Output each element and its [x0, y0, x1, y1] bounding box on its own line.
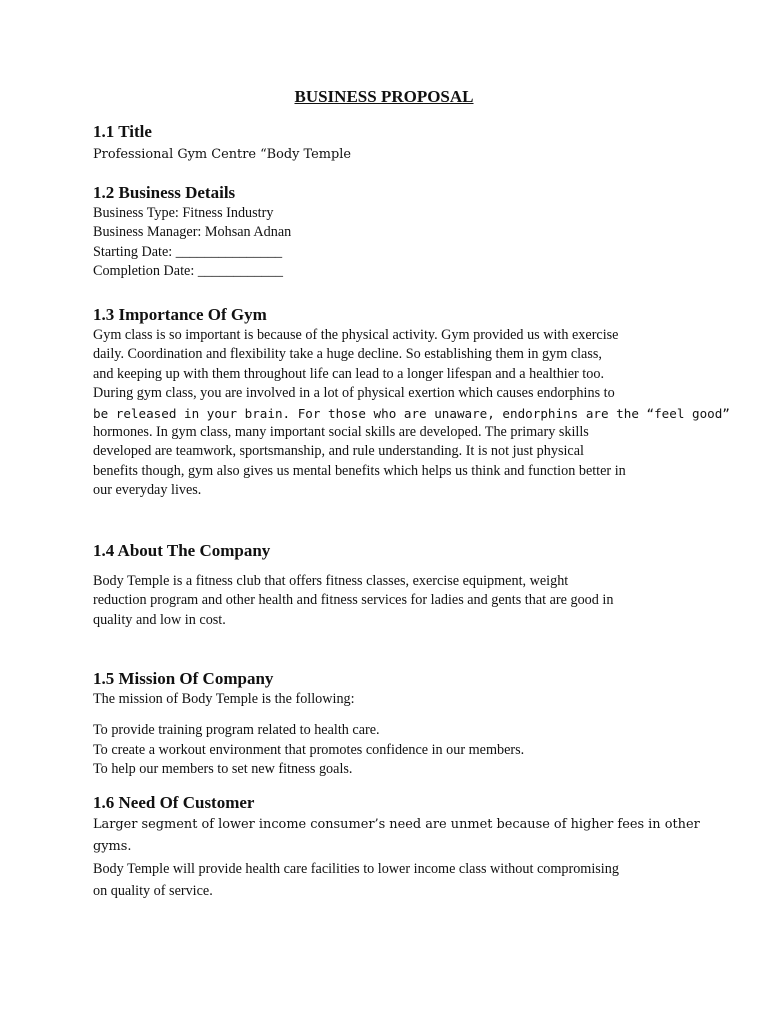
paragraph-line: hormones. In gym class, many important social skills are developed. The primary skills — [93, 424, 589, 441]
paragraph-line: During gym class, you are involved in a lot of physical exertion which causes endorphins to — [93, 385, 615, 402]
section-business-details — [93, 182, 683, 282]
business-type: Business Type: Fitness Industry — [93, 205, 274, 221]
mission-item: To provide training program related to health care. — [93, 722, 380, 739]
paragraph-line: our everyday lives. — [93, 482, 202, 499]
section-importance-of-gym — [93, 304, 730, 501]
mission-item: To create a workout environment that promotes confidence in our members. — [93, 741, 525, 758]
section-heading: 1.4 About The Company — [93, 541, 271, 560]
paragraph-line: reduction program and other health and fitness services for ladies and gents that are good in — [93, 592, 614, 609]
paragraph-line: quality and low in cost. — [93, 611, 226, 628]
paragraph-line: daily. Coordination and flexibility take a huge decline. So establishing them in gym class, — [93, 346, 602, 363]
mission-intro: The mission of Body Temple is the following: — [93, 691, 355, 707]
section-heading: 1.2 Business Details — [93, 183, 236, 202]
paragraph-line: be released in your brain. For those who are unaware, endorphins are the “feel good” — [93, 405, 730, 421]
section-heading: 1.3 Importance Of Gym — [93, 305, 267, 324]
completion-date: Completion Date: ____________ — [93, 263, 283, 280]
paragraph-line: on quality of service. — [93, 883, 213, 899]
document-title: BUSINESS PROPOSAL — [294, 87, 474, 106]
paragraph-line: developed are teamwork, sportsmanship, and rule understanding. It is not just physical — [93, 443, 584, 460]
section-heading: 1.1 Title — [93, 122, 152, 141]
starting-date: Starting Date: _______________ — [93, 243, 283, 260]
section-title — [93, 121, 683, 164]
section-about-company — [93, 540, 683, 630]
section-heading: 1.5 Mission Of Company — [93, 669, 274, 688]
section-mission — [93, 668, 683, 780]
paragraph-line: Gym class is so important is because of the physical activity. Gym provided us with exercise — [93, 327, 619, 343]
paragraph-line: benefits though, gym also gives us mental benefits which helps us think and function better in — [93, 462, 626, 479]
mission-item: To help our members to set new fitness goals. — [93, 761, 353, 778]
paragraph-line: Body Temple will provide health care facilities to lower income class without compromising — [93, 861, 619, 877]
paragraph-line: Body Temple is a fitness club that offers fitness classes, exercise equipment, weight — [93, 573, 569, 589]
gym-centre-name: Professional Gym Centre “Body Temple — [93, 147, 351, 162]
section-heading: 1.6 Need Of Customer — [93, 793, 255, 812]
business-manager: Business Manager: Mohsan Adnan — [93, 224, 292, 241]
paragraph-line: gyms. — [93, 839, 132, 854]
section-need-of-customer — [93, 792, 700, 902]
paragraph-line: Larger segment of lower income consumer’s need are unmet because of higher fees in other — [93, 817, 700, 832]
paragraph-line: and keeping up with them throughout life can lead to a longer lifespan and a healthier too. — [93, 365, 604, 382]
